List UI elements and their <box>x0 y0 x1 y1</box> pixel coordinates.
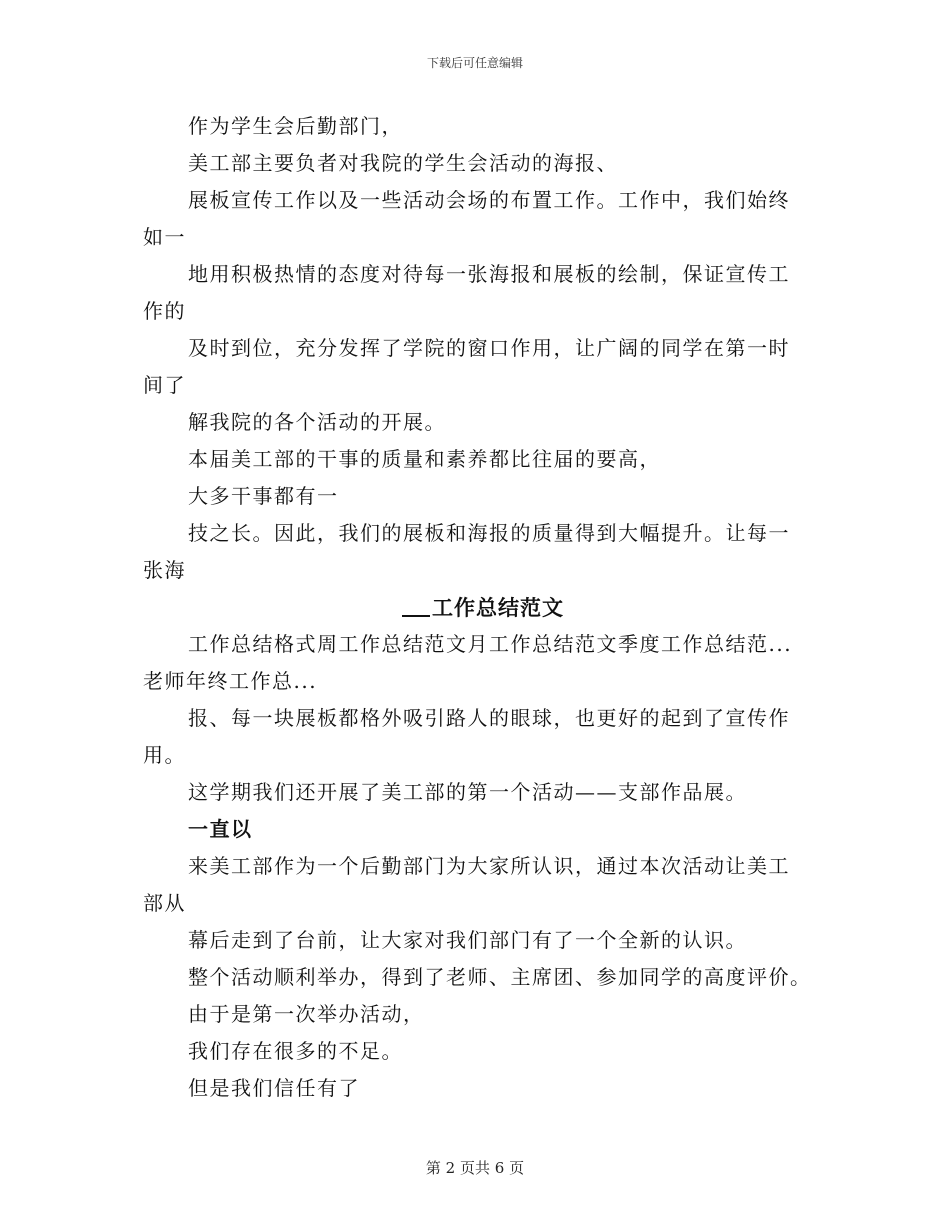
page-header: 下载后可任意编辑 <box>426 56 523 70</box>
paragraph: 本届美工部的干事的质量和素养都比往届的要高， <box>188 447 661 471</box>
paragraph: 及时到位，充分发挥了学院的窗口作用，让广阔的同学在第一时 间了 <box>143 336 790 397</box>
paragraph: 大多干事都有一 <box>188 484 339 508</box>
paragraph: 这学期我们还开展了美工部的第一个活动——支部作品展。 <box>188 780 747 804</box>
paragraph: 我们存在很多的不足。 <box>188 1039 403 1063</box>
paragraph: 展板宣传工作以及一些活动会场的布置工作。工作中，我们始终 如一 <box>143 188 790 249</box>
paragraph: 由于是第一次举办活动， <box>188 1002 425 1026</box>
paragraph: 地用积极热情的态度对待每一张海报和展板的绘制，保证宣传工 作的 <box>143 262 790 323</box>
paragraph: 解我院的各个活动的开展。 <box>188 410 446 434</box>
paragraph: 来美工部作为一个后勤部门为大家所认识，通过本次活动让美工 部从 <box>143 854 790 915</box>
section-heading: 工作总结范文 <box>143 589 823 626</box>
paragraph: 幕后走到了台前，让大家对我们部门有了一个全新的认识。 <box>188 928 747 952</box>
paragraph: 但是我们信任有了 <box>188 1076 360 1100</box>
paragraph: 作为学生会后勤部门， <box>188 114 403 138</box>
paragraph: 整个活动顺利举办，得到了老师、主席团、参加同学的高度评价。 <box>188 965 812 989</box>
document-body <box>143 108 823 1107</box>
paragraph: 技之长。因此，我们的展板和海报的质量得到大幅提升。让每一 张海 <box>143 521 790 582</box>
bold-line: 一直以 <box>188 817 253 841</box>
paragraph: 美工部主要负者对我院的学生会活动的海报、 <box>188 151 618 175</box>
paragraph: 工作总结格式周工作总结范文月工作总结范文季度工作总结范... 老师年终工作总... <box>143 632 793 693</box>
paragraph: 报、每一块展板都格外吸引路人的眼球，也更好的起到了宣传作 用。 <box>143 706 790 767</box>
page-footer: 第 2 页共 6 页 <box>425 1159 525 1177</box>
heading-blank <box>402 591 430 617</box>
